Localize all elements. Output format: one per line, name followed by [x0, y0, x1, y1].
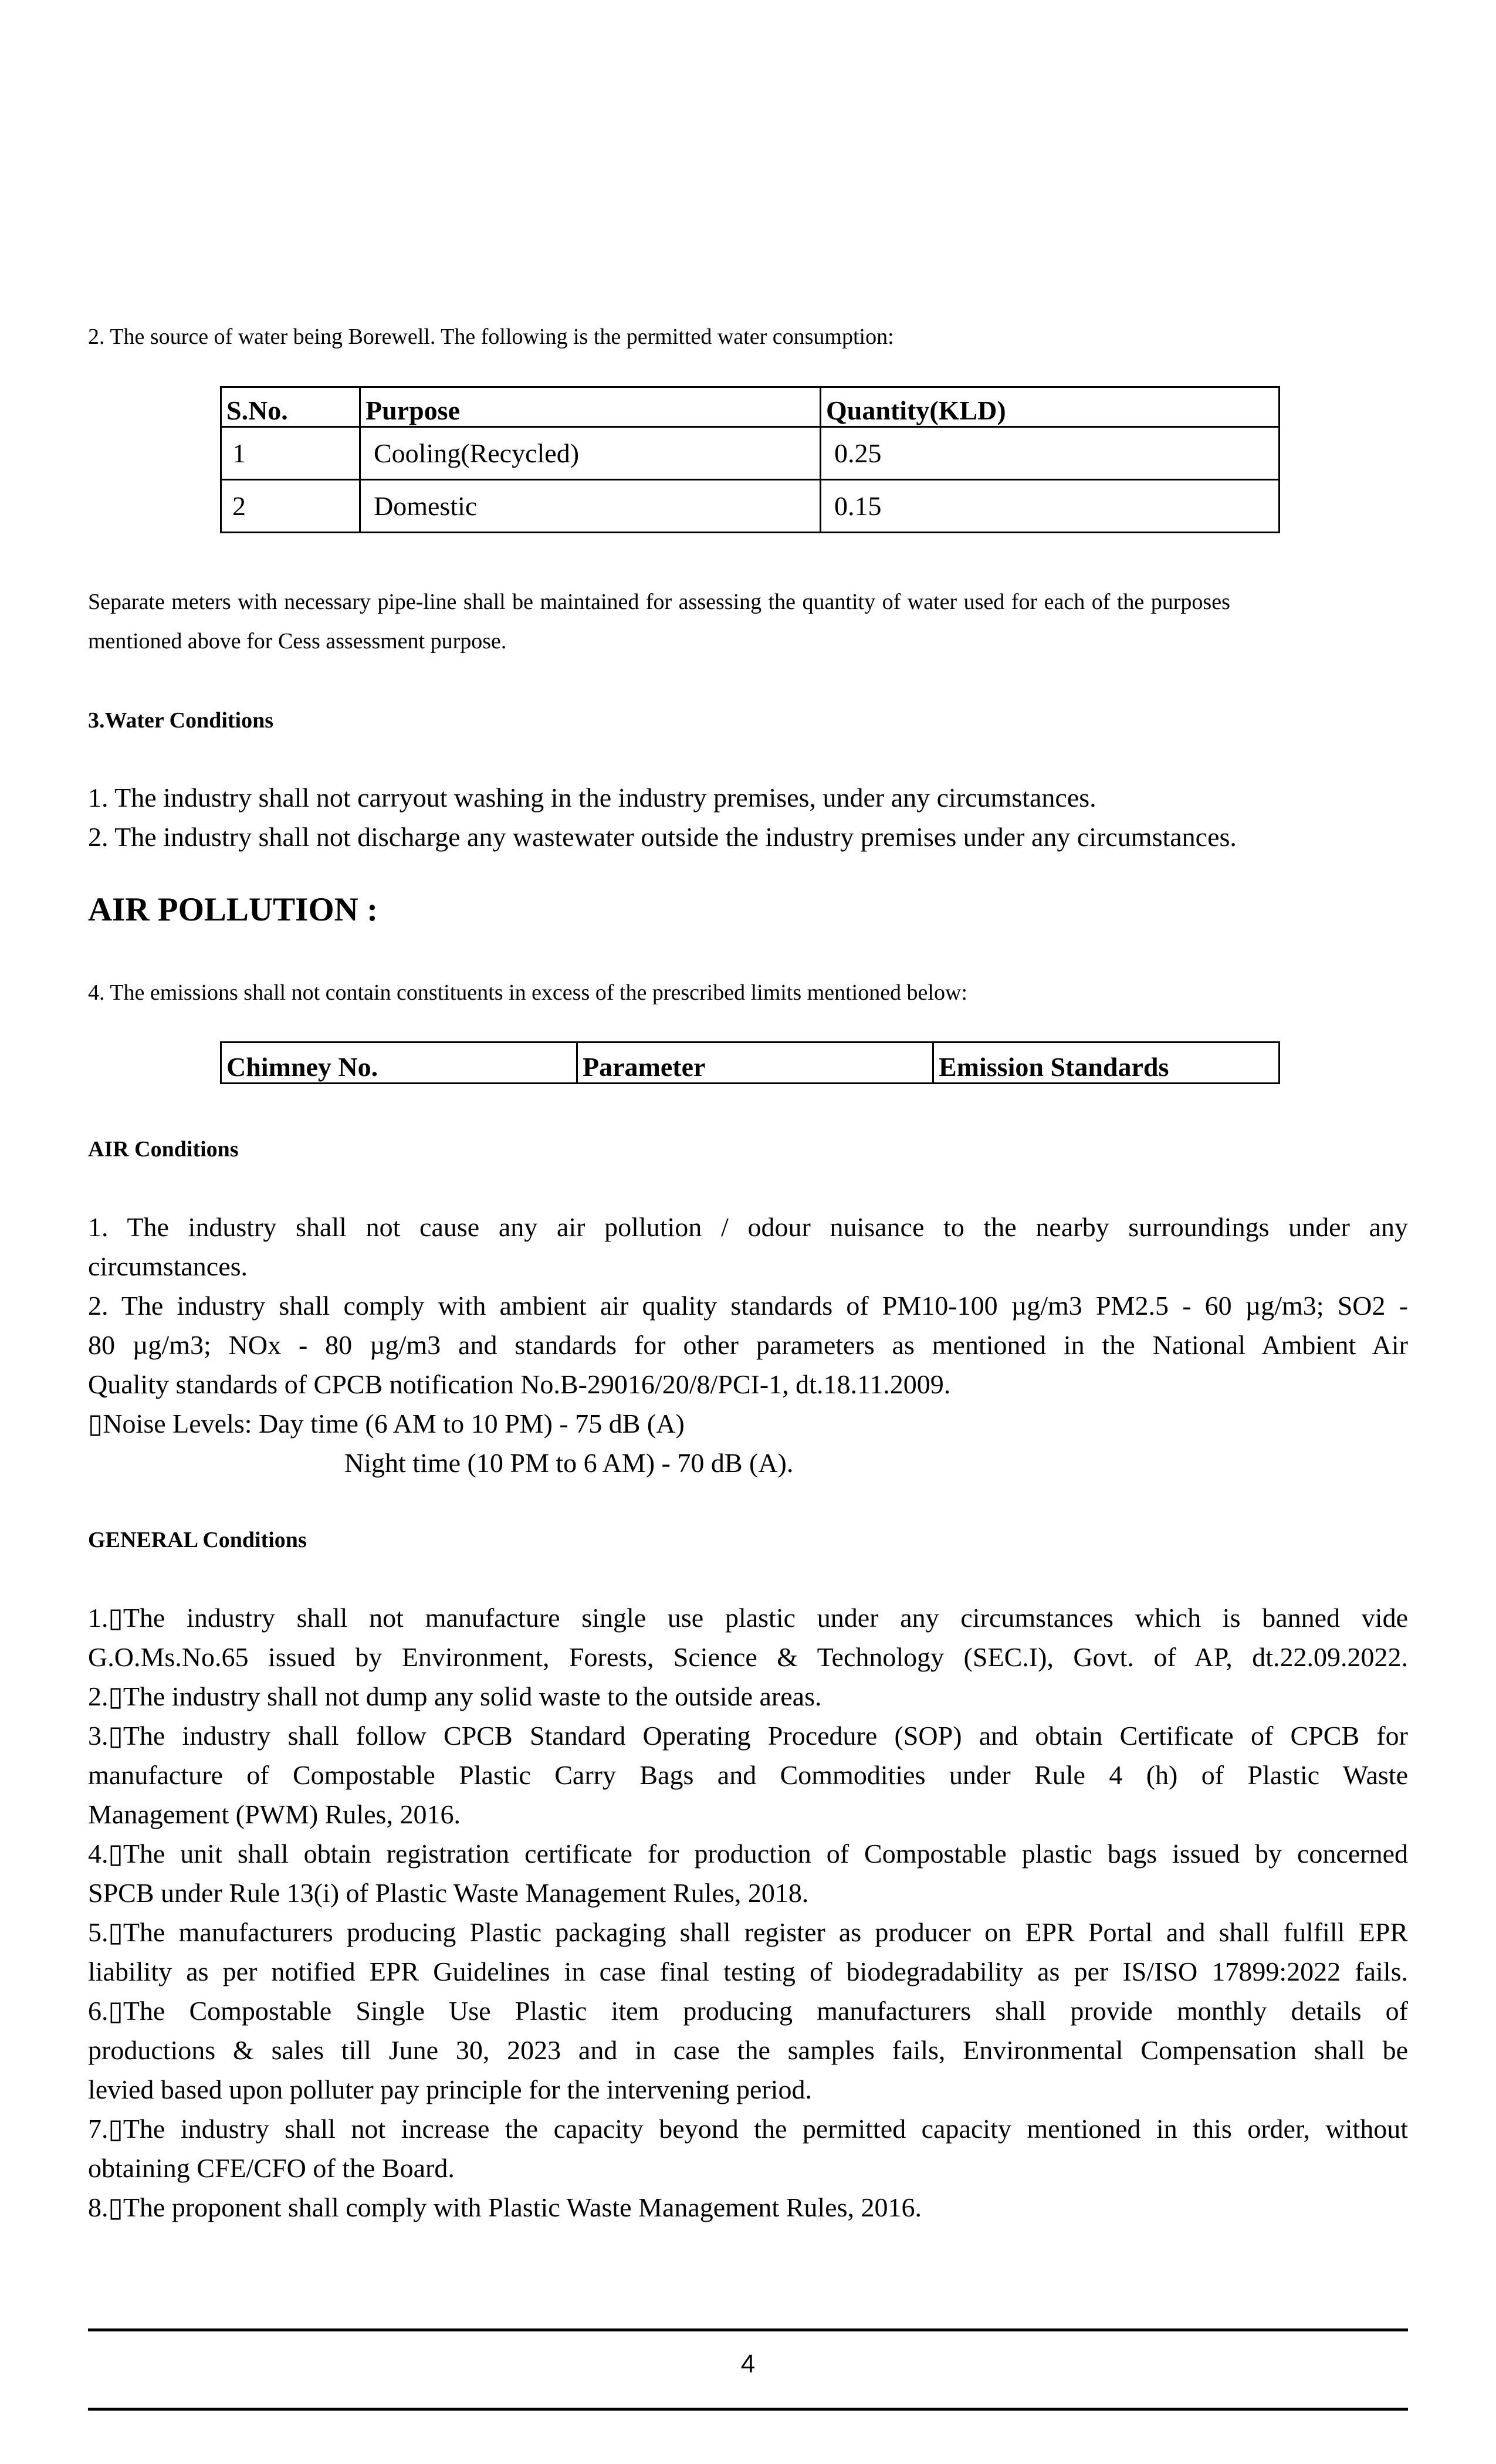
general-condition-line: 6.▯The Compostable Single Use Plastic item producing manufacturers shall provide monthly details of [88, 1996, 1408, 2026]
meters-note-line1: Separate meters with necessary pipe-line shall be maintained for assessing the quantity of water used for each of the purposes [88, 590, 1230, 614]
table-row [221, 480, 1280, 533]
general-conditions-heading: GENERAL Conditions [88, 1528, 307, 1552]
general-condition-line: 8.▯The proponent shall comply with Plastic Waste Management Rules, 2016. [88, 2192, 922, 2222]
general-condition-line: 5.▯The manufacturers producing Plastic packaging shall register as producer on EPR Portal and shall fulfill EPR [88, 1917, 1408, 1947]
water-conditions-heading: 3.Water Conditions [88, 708, 274, 733]
cell-sno: 1 [221, 427, 360, 480]
air-conditions-heading: AIR Conditions [88, 1137, 239, 1162]
general-condition-line: 7.▯The industry shall not increase the capacity beyond the permitted capacity mentioned in this order, without [88, 2114, 1408, 2144]
general-condition-line: Management (PWM) Rules, 2016. [88, 1799, 461, 1829]
water-consumption-table [220, 386, 1280, 533]
general-condition-line: SPCB under Rule 13(i) of Plastic Waste Management Rules, 2018. [88, 1878, 809, 1908]
cell-purpose: Cooling(Recycled) [360, 427, 821, 480]
general-conditions-body [88, 1598, 1408, 2227]
general-condition-line: obtaining CFE/CFO of the Board. [88, 2153, 455, 2183]
air-condition-line: circumstances. [88, 1251, 248, 1281]
header-parameter: Parameter [577, 1043, 933, 1084]
cell-quantity: 0.25 [821, 427, 1280, 480]
header-purpose: Purpose [360, 387, 821, 427]
general-condition-line: 4.▯The unit shall obtain registration certificate for production of Compostable plastic bags issued by concerned [88, 1839, 1408, 1869]
footer-top-rule [88, 2328, 1408, 2331]
table-header-row [221, 1043, 1280, 1084]
general-condition-line: 1.▯The industry shall not manufacture single use plastic under any circumstances which is banned vide [88, 1603, 1408, 1633]
meters-note-line2: mentioned above for Cess assessment purpose. [88, 629, 507, 654]
noise-day-line: ▯Noise Levels: Day time (6 AM to 10 PM) - 75 dB (A) [88, 1409, 685, 1439]
page-number: 4 [740, 2350, 756, 2378]
general-condition-line: levied based upon polluter pay principle for the intervening period. [88, 2074, 812, 2104]
header-sno: S.No. [221, 387, 360, 427]
header-emission-standards: Emission Standards [933, 1043, 1280, 1084]
air-pollution-heading: AIR POLLUTION : [88, 891, 378, 928]
general-condition-line: 3.▯The industry shall follow CPCB Standard Operating Procedure (SOP) and obtain Certificate of CPCB for [88, 1721, 1408, 1751]
water-source-intro: 2. The source of water being Borewell. The following is the permitted water consumption: [88, 324, 894, 349]
table-header-row [221, 387, 1280, 427]
header-quantity: Quantity(KLD) [821, 387, 1280, 427]
cell-quantity: 0.15 [821, 480, 1280, 533]
air-condition-line: 1. The industry shall not cause any air pollution / odour nuisance to the nearby surroundings under any [88, 1212, 1408, 1242]
table-row [221, 427, 1280, 480]
emission-standards-table [220, 1041, 1280, 1084]
air-conditions-body [88, 1207, 1408, 1483]
general-condition-line: manufacture of Compostable Plastic Carry Bags and Commodities under Rule 4 (h) of Plastic Waste [88, 1760, 1408, 1790]
water-condition-item: 1. The industry shall not carryout washing in the industry premises, under any circumstances. [88, 783, 1096, 813]
water-condition-item: 2. The industry shall not discharge any wastewater outside the industry premises under any circumstances. [88, 822, 1237, 852]
footer-bottom-rule [88, 2408, 1408, 2411]
cell-sno: 2 [221, 480, 360, 533]
emissions-intro: 4. The emissions shall not contain constituents in excess of the prescribed limits mentioned below: [88, 980, 967, 1005]
general-condition-line: productions & sales till June 30, 2023 and in case the samples fails, Environmental Compensation shall be [88, 2035, 1408, 2065]
general-condition-line: liability as per notified EPR Guidelines in case final testing of biodegradability as per IS/ISO 17899:2022 fails. [88, 1957, 1408, 1986]
cell-purpose: Domestic [360, 480, 821, 533]
noise-night-line: Night time (10 PM to 6 AM) - 70 dB (A). [344, 1448, 794, 1478]
air-condition-line: 80 µg/m3; NOx - 80 µg/m3 and standards for other parameters as mentioned in the National Ambient Air [88, 1330, 1408, 1360]
air-condition-line: 2. The industry shall comply with ambient air quality standards of PM10-100 µg/m3 PM2.5 - 60 µg/m3; SO2 - [88, 1291, 1408, 1321]
header-chimney-no: Chimney No. [221, 1043, 577, 1084]
general-condition-line: G.O.Ms.No.65 issued by Environment, Forests, Science & Technology (SEC.I), Govt. of AP, dt.22.09.2022. [88, 1642, 1408, 1672]
air-condition-line: Quality standards of CPCB notification No.B-29016/20/8/PCI-1, dt.18.11.2009. [88, 1369, 951, 1399]
general-condition-line: 2.▯The industry shall not dump any solid waste to the outside areas. [88, 1681, 822, 1711]
